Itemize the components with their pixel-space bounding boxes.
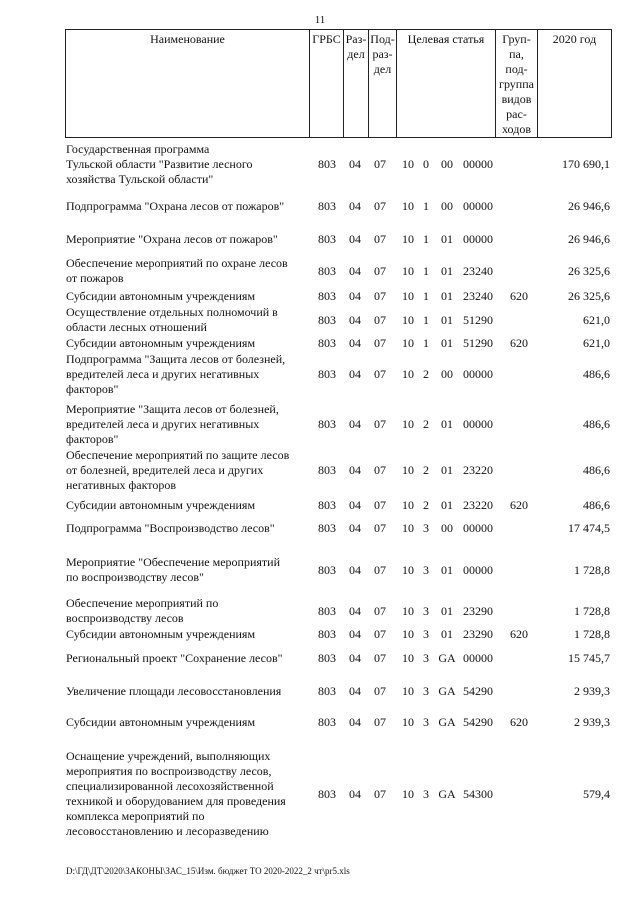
cell-direction: 00000 <box>463 417 493 431</box>
cell-direction: 23290 <box>463 603 493 618</box>
cell-podrazdel: 07 <box>374 463 386 477</box>
cell-razdel: 04 <box>349 603 361 618</box>
row-name: Увеличение площади лесовосстановления <box>66 684 282 698</box>
cell-program: 10 <box>402 651 414 665</box>
cell-razdel: 04 <box>349 684 361 698</box>
cell-razdel: 04 <box>349 627 361 641</box>
row-name: Подпрограмма "Воспроизводство лесов" <box>66 521 275 535</box>
cell-event: 01 <box>441 263 453 278</box>
cell-subprogram: 0 <box>423 157 429 171</box>
row-name: Субсидии автономным учреждениям <box>66 627 256 641</box>
cell-grbs: 803 <box>318 312 336 327</box>
cell-grbs: 803 <box>318 521 336 535</box>
cell-amount: 26 325,6 <box>568 289 610 303</box>
row-name: Подпрограмма "Охрана лесов от пожаров" <box>66 199 285 213</box>
cell-program: 10 <box>402 312 414 327</box>
row-name: Мероприятие "Защита лесов от болезней, вредителей леса и других негативных факторов" <box>66 402 279 446</box>
row-name: Государственная программа Тульской области "Развитие лесного хозяйства Тульской области" <box>66 142 253 186</box>
cell-grbs: 803 <box>318 498 336 512</box>
cell-amount: 1 728,8 <box>574 562 610 577</box>
cell-subprogram: 2 <box>423 463 429 477</box>
cell-grbs: 803 <box>318 786 336 801</box>
cell-podrazdel: 07 <box>374 199 386 213</box>
cell-event: 01 <box>441 603 453 618</box>
row-name: Субсидии автономным учреждениям <box>66 715 256 729</box>
cell-subprogram: 1 <box>423 232 429 246</box>
cell-razdel: 04 <box>349 199 361 213</box>
row-name: Обеспечение мероприятий по охране лесов от пожаров <box>66 256 288 285</box>
cell-event: 01 <box>441 336 453 350</box>
cell-expense-type: 620 <box>510 289 528 303</box>
cell-razdel: 04 <box>349 289 361 303</box>
cell-podrazdel: 07 <box>374 336 386 350</box>
cell-razdel: 04 <box>349 312 361 327</box>
cell-podrazdel: 07 <box>374 603 386 618</box>
cell-program: 10 <box>402 199 414 213</box>
cell-amount: 1 728,8 <box>574 627 610 641</box>
cell-direction: 00000 <box>463 651 493 665</box>
cell-grbs: 803 <box>318 603 336 618</box>
cell-subprogram: 3 <box>423 562 429 577</box>
cell-razdel: 04 <box>349 367 361 381</box>
cell-direction: 51290 <box>463 336 493 350</box>
cell-direction: 54290 <box>463 684 493 698</box>
cell-amount: 170 690,1 <box>562 157 610 171</box>
cell-program: 10 <box>402 417 414 431</box>
cell-direction: 00000 <box>463 199 493 213</box>
cell-direction: 23240 <box>463 289 493 303</box>
cell-grbs: 803 <box>318 715 336 729</box>
row-name: Обеспечение мероприятий по защите лесов от болезней, вредителей леса и других негативных факторов <box>66 448 290 492</box>
cell-event: 01 <box>441 498 453 512</box>
cell-podrazdel: 07 <box>374 289 386 303</box>
cell-subprogram: 1 <box>423 336 429 350</box>
cell-subprogram: 1 <box>423 263 429 278</box>
cell-razdel: 04 <box>349 263 361 278</box>
cell-program: 10 <box>402 562 414 577</box>
cell-program: 10 <box>402 232 414 246</box>
cell-razdel: 04 <box>349 463 361 477</box>
cell-amount: 26 946,6 <box>568 199 610 213</box>
cell-subprogram: 2 <box>423 498 429 512</box>
header-group: Груп- па, под- группа видов рас- ходов <box>496 30 538 138</box>
cell-program: 10 <box>402 263 414 278</box>
cell-subprogram: 2 <box>423 417 429 431</box>
cell-podrazdel: 07 <box>374 232 386 246</box>
cell-subprogram: 1 <box>423 289 429 303</box>
cell-podrazdel: 07 <box>374 312 386 327</box>
cell-grbs: 803 <box>318 336 336 350</box>
cell-razdel: 04 <box>349 521 361 535</box>
cell-razdel: 04 <box>349 498 361 512</box>
cell-expense-type: 620 <box>510 336 528 350</box>
cell-program: 10 <box>402 715 414 729</box>
cell-amount: 2 939,3 <box>574 684 610 698</box>
cell-podrazdel: 07 <box>374 157 386 171</box>
header-grbs: ГРБС <box>310 30 344 138</box>
row-name: Региональный проект "Сохранение лесов" <box>66 651 283 665</box>
cell-program: 10 <box>402 684 414 698</box>
cell-event: GA <box>438 651 456 665</box>
cell-grbs: 803 <box>318 684 336 698</box>
cell-program: 10 <box>402 289 414 303</box>
row-name: Осуществление отдельных полномочий в области лесных отношений <box>66 305 278 334</box>
cell-direction: 23220 <box>463 498 493 512</box>
cell-amount: 621,0 <box>583 336 610 350</box>
cell-event: 00 <box>441 199 453 213</box>
cell-podrazdel: 07 <box>374 715 386 729</box>
cell-direction: 00000 <box>463 562 493 577</box>
cell-podrazdel: 07 <box>374 521 386 535</box>
cell-program: 10 <box>402 521 414 535</box>
cell-subprogram: 1 <box>423 199 429 213</box>
cell-amount: 26 946,6 <box>568 232 610 246</box>
cell-program: 10 <box>402 498 414 512</box>
cell-podrazdel: 07 <box>374 417 386 431</box>
cell-grbs: 803 <box>318 463 336 477</box>
cell-grbs: 803 <box>318 417 336 431</box>
cell-razdel: 04 <box>349 786 361 801</box>
cell-event: GA <box>438 786 456 801</box>
row-name: Подпрограмма "Защита лесов от болезней, вредителей леса и других негативных факторов" <box>66 352 286 396</box>
cell-event: 01 <box>441 417 453 431</box>
cell-amount: 579,4 <box>583 786 610 801</box>
header-target: Целевая статья <box>397 30 496 138</box>
table-header <box>65 29 612 138</box>
cell-program: 10 <box>402 157 414 171</box>
cell-grbs: 803 <box>318 232 336 246</box>
cell-grbs: 803 <box>318 157 336 171</box>
cell-event: GA <box>438 684 456 698</box>
row-name: Субсидии автономным учреждениям <box>66 336 256 350</box>
cell-razdel: 04 <box>349 715 361 729</box>
cell-razdel: 04 <box>349 157 361 171</box>
cell-event: 01 <box>441 232 453 246</box>
cell-grbs: 803 <box>318 562 336 577</box>
cell-razdel: 04 <box>349 417 361 431</box>
cell-razdel: 04 <box>349 336 361 350</box>
cell-grbs: 803 <box>318 289 336 303</box>
cell-program: 10 <box>402 463 414 477</box>
row-name: Обеспечение мероприятий по воспроизводству лесов <box>66 596 219 625</box>
cell-program: 10 <box>402 336 414 350</box>
cell-subprogram: 3 <box>423 521 429 535</box>
cell-event: 00 <box>441 521 453 535</box>
header-name: Наименование <box>66 30 310 138</box>
cell-direction: 54290 <box>463 715 493 729</box>
cell-direction: 00000 <box>463 521 493 535</box>
cell-event: 01 <box>441 562 453 577</box>
row-name: Оснащение учреждений, выполняющих мероприятия по воспроизводству лесов, специализированной лесохозяйственной техникой и оборудованием для проведения комплекса мероприятий по лесовосстановлению и лесоразведению <box>66 749 286 838</box>
cell-program: 10 <box>402 627 414 641</box>
cell-direction: 51290 <box>463 312 493 327</box>
cell-podrazdel: 07 <box>374 263 386 278</box>
header-year: 2020 год <box>538 30 612 138</box>
cell-amount: 486,6 <box>583 417 610 431</box>
cell-event: 00 <box>441 367 453 381</box>
row-name: Мероприятие "Обеспечение мероприятий по воспроизводству лесов" <box>66 555 281 584</box>
cell-direction: 00000 <box>463 232 493 246</box>
cell-grbs: 803 <box>318 367 336 381</box>
file-path-footer: D:\ГД\ДТ\2020\ЗАКОНЫ\ЗАС_15\Изм. бюджет ТО 2020-2022_2 чт\pr5.xls <box>66 866 350 876</box>
cell-podrazdel: 07 <box>374 684 386 698</box>
cell-grbs: 803 <box>318 263 336 278</box>
row-name: Субсидии автономным учреждениям <box>66 289 256 303</box>
cell-expense-type: 620 <box>510 715 528 729</box>
cell-grbs: 803 <box>318 199 336 213</box>
cell-event: 01 <box>441 312 453 327</box>
cell-event: GA <box>438 715 456 729</box>
cell-subprogram: 1 <box>423 312 429 327</box>
cell-subprogram: 3 <box>423 651 429 665</box>
row-name: Субсидии автономным учреждениям <box>66 498 256 512</box>
cell-expense-type: 620 <box>510 498 528 512</box>
cell-subprogram: 3 <box>423 603 429 618</box>
cell-direction: 00000 <box>463 157 493 171</box>
cell-podrazdel: 07 <box>374 651 386 665</box>
cell-subprogram: 3 <box>423 627 429 641</box>
cell-amount: 486,6 <box>583 498 610 512</box>
header-podrazdel: Под- раз- дел <box>369 30 397 138</box>
cell-direction: 54300 <box>463 786 493 801</box>
cell-subprogram: 3 <box>423 684 429 698</box>
cell-amount: 17 474,5 <box>568 521 610 535</box>
cell-razdel: 04 <box>349 562 361 577</box>
cell-podrazdel: 07 <box>374 367 386 381</box>
cell-event: 00 <box>441 157 453 171</box>
cell-amount: 486,6 <box>583 463 610 477</box>
cell-razdel: 04 <box>349 651 361 665</box>
cell-podrazdel: 07 <box>374 498 386 512</box>
cell-grbs: 803 <box>318 651 336 665</box>
cell-direction: 23290 <box>463 627 493 641</box>
cell-subprogram: 3 <box>423 715 429 729</box>
cell-event: 01 <box>441 627 453 641</box>
header-razdel: Раз- дел <box>344 30 369 138</box>
cell-razdel: 04 <box>349 232 361 246</box>
cell-amount: 26 325,6 <box>568 263 610 278</box>
cell-podrazdel: 07 <box>374 562 386 577</box>
cell-expense-type: 620 <box>510 627 528 641</box>
cell-program: 10 <box>402 367 414 381</box>
cell-amount: 15 745,7 <box>568 651 610 665</box>
cell-event: 01 <box>441 463 453 477</box>
cell-program: 10 <box>402 603 414 618</box>
cell-subprogram: 3 <box>423 786 429 801</box>
cell-subprogram: 2 <box>423 367 429 381</box>
cell-amount: 486,6 <box>583 367 610 381</box>
cell-podrazdel: 07 <box>374 786 386 801</box>
cell-direction: 23240 <box>463 263 493 278</box>
cell-amount: 2 939,3 <box>574 715 610 729</box>
cell-direction: 23220 <box>463 463 493 477</box>
cell-amount: 1 728,8 <box>574 603 610 618</box>
cell-amount: 621,0 <box>583 312 610 327</box>
cell-podrazdel: 07 <box>374 627 386 641</box>
cell-direction: 00000 <box>463 367 493 381</box>
cell-grbs: 803 <box>318 627 336 641</box>
cell-event: 01 <box>441 289 453 303</box>
row-name: Мероприятие "Охрана лесов от пожаров" <box>66 232 278 246</box>
cell-program: 10 <box>402 786 414 801</box>
page-number: 11 <box>314 14 326 26</box>
